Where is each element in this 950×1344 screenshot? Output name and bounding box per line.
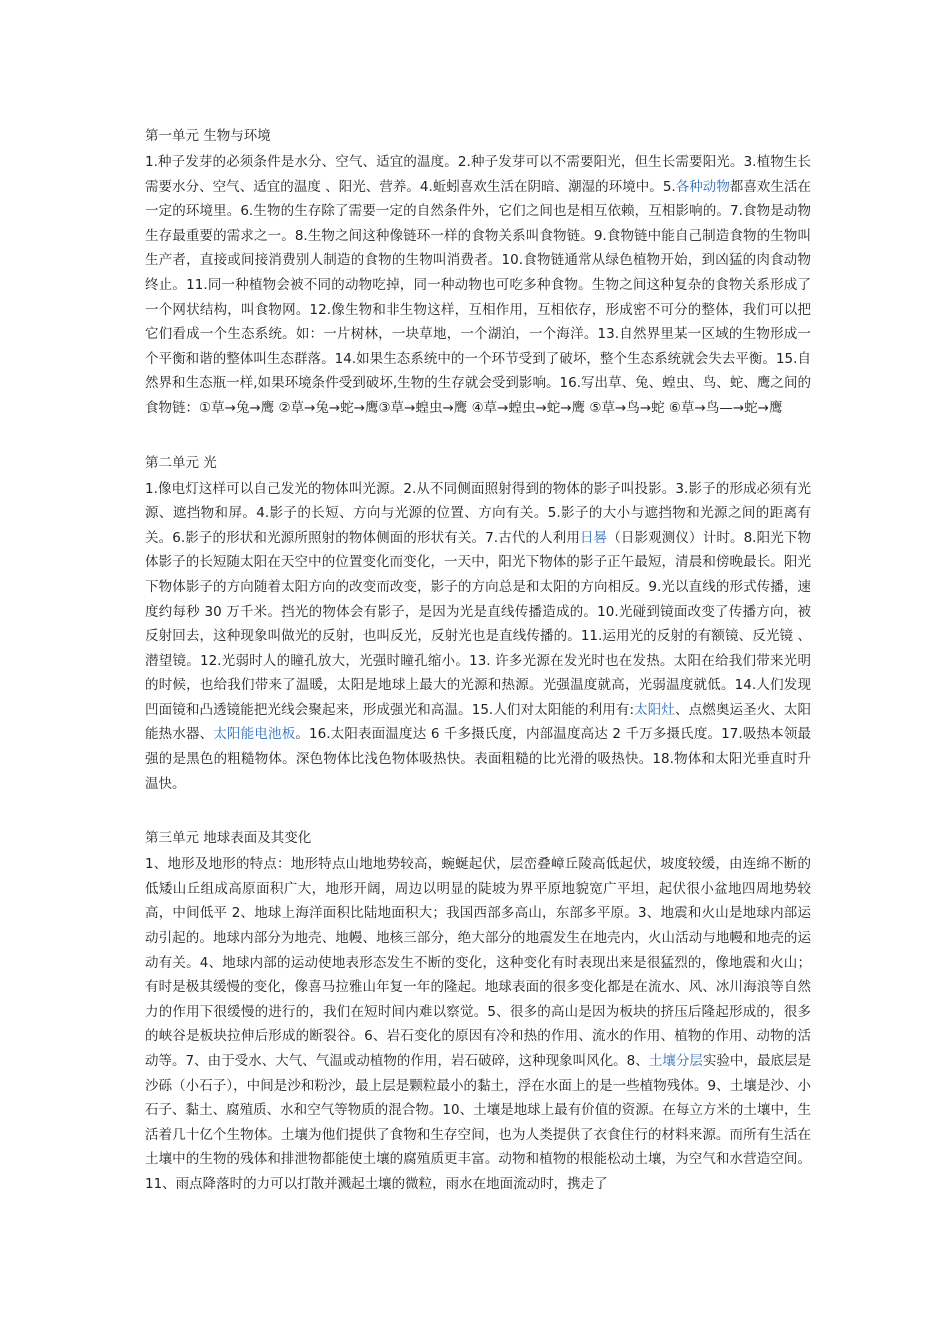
paragraph-text: 1、地形及地形的特点：地形特点山地地势较高，蜿蜒起伏，层峦叠嶂丘陵高低起伏，坡度较缓，由连绵不断的低矮山丘组成高原面积广大，地形开阔，周边以明显的陡坡为界平原地貌宽广平坦，起伏很小盆地四周地势较高，中间低平 2、地球上海洋面积比陆地面积大；我国西部多高山，东部多平原。3、地震和火山是地球内部运动引起的。地球内部分为地壳、地幔、地核三部分，绝大部分的地震发生在地壳内，火山活动与地幔和地壳的运动有关。4、地球内部的运动使地表形态发生不断的变化，这种变化有时表现出来是很猛烈的，像地震和火山；有时是极其缓慢的变化，像喜马拉雅山年复一年的隆起。地球表面的很多变化都是在流水、风、冰川海浪等自然力的作用下很缓慢的进行的，我们在短时间内难以察觉。5、很多的高山是因为板块的挤压后隆起形成的，很多的峡谷是板块拉伸后形成的断裂谷。6、岩石变化的原因有冷和热的作用、流水的作用、植物的作用、动物的活动等。7、由于受水、大气、气温或动植物的作用，岩石破碎，这种现象叫风化。8、	[145, 856, 811, 1069]
paragraph-text: 1.种子发芽的必须条件是水分、空气、适宜的温度。2.种子发芽可以不需要阳光，但生长需要阳光。3.植物生长需要水分、空气、适宜的温度 、阳光、营养。4.蚯蚓喜欢生活在阴暗、潮湿的环境中。5.	[145, 154, 811, 195]
unit-2-section	[145, 451, 811, 797]
document-page	[145, 124, 811, 1197]
paragraph-text: 。16.太阳表面温度达 6 千多摄氏度，内部温度高达 2 千万多摄氏度。17.吸热本领最强的是黑色的粗糙物体。深色物体比浅色物体吸热快。表面粗糙的比光滑的吸热快。18.物体和太阳光垂直时升温快。	[145, 726, 812, 792]
paragraph-text: 实验中，最底层是沙砾（小石子），中间是沙和粉沙，最上层是颗粒最小的黏土，浮在水面上的是一些植物残体。9、土壤是沙、小石子、黏土、腐殖质、水和空气等物质的混合物。10、土壤是地球上最有价值的资源。在每立方米的土壤中，生活着几十亿个生物体。土壤为他们提供了食物和生存空间，也为人类提供了衣食住行的材料来源。而所有生活在土壤中的生物的残体和排泄物都能使土壤的腐殖质更丰富。动物和植物的根能松动土壤，为空气和水营造空间。11、雨点降落时的力可以打散并溅起土壤的微粒，雨水在地面流动时，携走了	[145, 1053, 812, 1192]
link-sundial[interactable]: 日晷	[580, 529, 608, 546]
unit-1-paragraph	[145, 150, 811, 421]
unit-2-paragraph	[145, 477, 811, 797]
link-solar-panel[interactable]: 太阳能电池板	[213, 726, 296, 743]
unit-3-paragraph	[145, 852, 811, 1196]
link-animals[interactable]: 各种动物	[675, 178, 730, 195]
paragraph-text: （日影观测仪）计时。8.阳光下物体影子的长短随太阳在天空中的位置变化而变化，一天中，阳光下物体的影子正午最短，清晨和傍晚最长。阳光下物体影子的方向随着太阳方向的改变而改变，影子的方向总是和太阳的方向相反。9.光以直线的形式传播，速度约每秒 30 万千米。挡光的物体会有影子，是因为光是直线传播造成的。10.光碰到镜面改变了传播方向，被反射回去，这种现象叫做光的反射，也叫反光，反射光也是直线传播的。11.运用光的反射的有额镜、反光镜 、潜望镜。12.光弱时人的瞳孔放大，光强时瞳孔缩小。13. 许多光源在发光时也在发热。太阳在给我们带来光明的时候，也给我们带来了温暖，太阳是地球上最大的光源和热源。光强温度就高，光弱温度就低。14.人们发现凹面镜和凸透镜能把光线会聚起来，形成强光和高温。15.人们对太阳能的利用有:	[145, 529, 811, 718]
unit-3-heading: 第三单元 地球表面及其变化	[145, 830, 312, 847]
unit-1-heading: 第一单元 生物与环境	[145, 128, 271, 144]
paragraph-text: 都喜欢生活在一定的环境里。6.生物的生存除了需要一定的自然条件外，它们之间也是相互依赖，互相影响的。7.食物是动物生存最重要的需求之一。8.生物之间这种像链环一样的食物关系叫食物链。9.食物链中能自己制造食物的生物叫生产者，直接或间接消费别人制造的食物的生物叫消费者。10.食物链通常从绿色植物开始，到凶猛的肉食动物终止。11.同一种植物会被不同的动物吃掉，同一种动物也可吃多种食物。生物之间这种复杂的食物关系形成了一个网状结构，叫食物网。12.像生物和非生物这样，互相作用，互相依存，形成密不可分的整体，我们可以把它们看成一个生态系统。如：一片树林，一块草地，一个湖泊，一个海洋。13.自然界里某一区域的生物形成一个平衡和谐的整体叫生态群落。14.如果生态系统中的一个环节受到了破坏，整个生态系统就会失去平衡。15.自然界和生态瓶一样,如果环境条件受到破坏,生物的生存就会受到影响。16.写出草、兔、蝗虫、鸟、蛇、鹰之间的食物链：①草→兔→鹰 ②草→兔→蛇→鹰③草→蝗虫→鹰 ④草→蝗虫→蛇→鹰 ⑤草→鸟→蛇 ⑥草→鸟—→蛇→鹰	[145, 178, 812, 416]
unit-3-section	[145, 826, 811, 1196]
unit-2-heading: 第二单元 光	[145, 454, 217, 471]
link-soil-layers[interactable]: 土壤分层	[648, 1053, 703, 1069]
unit-1-section	[145, 124, 811, 421]
paragraph-text: 、点燃奥运圣火、太阳能热水器、	[145, 701, 812, 743]
link-solar-cooker[interactable]: 太阳灶	[634, 701, 675, 718]
paragraph-text: 1.像电灯这样可以自己发光的物体叫光源。2.从不同侧面照射得到的物体的影子叫投影。3.影子的形成必须有光源、遮挡物和屏。4.影子的长短、方向与光源的位置、方向有关。5.影子的大小与遮挡物和光源之间的距离有关。6.影子的形状和光源所照射的物体侧面的形状有关。7.古代的人利用	[145, 480, 811, 546]
